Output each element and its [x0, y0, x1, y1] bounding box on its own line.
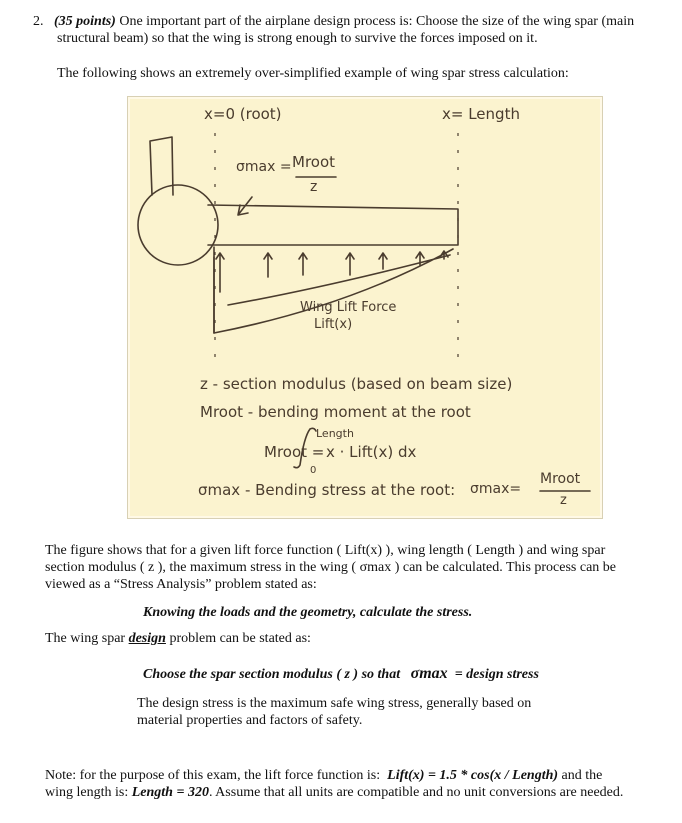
para1-line3: viewed as a “Stress Analysis” problem stated as:: [45, 577, 317, 592]
def-sigma-eq: σmax=: [470, 481, 522, 497]
para1-line2: section modulus ( z ), the maximum stress in the wing ( σmax ) can be calculated. This process can be: [45, 560, 617, 575]
def-sigma: σmax - Bending stress at the root:: [198, 481, 456, 499]
design-word: design: [128, 631, 166, 646]
m-root-eq: Mroot =: [264, 443, 325, 461]
integral-lower: 0: [310, 465, 317, 476]
lift-function: Lift(x) = 1.5 * cos(x / Length): [387, 768, 559, 783]
def-m: Mroot - bending moment at the root: [200, 403, 471, 421]
top-formula-denominator: z: [310, 179, 318, 195]
question-header: [33, 13, 663, 30]
design-statement: Choose the spar section modulus ( z ) so that σmax = design stress: [143, 665, 539, 682]
analysis-statement: Knowing the loads and the geometry, calculate the stress.: [143, 605, 473, 620]
note-line1: Note: for the purpose of this exam, the lift force function is: Lift(x) = 1.5 * cos(x / Length) and the: [45, 768, 603, 783]
lift-arrow: [346, 253, 354, 275]
lift-arrow: [299, 253, 307, 275]
design-note-line2: material properties and factors of safety.: [137, 713, 363, 728]
lift-label-1: Wing Lift Force: [300, 300, 397, 315]
note-line2: wing length is: Length = 320. Assume that all units are compatible and no unit conversions are needed.: [45, 785, 624, 800]
wing-spar-beam: [208, 205, 458, 245]
top-formula-numerator: Mroot: [292, 153, 336, 171]
sigma-symbol: σmax: [236, 159, 276, 175]
integral-upper: Length: [316, 427, 354, 440]
para1-line1: The figure shows that for a given lift force function ( Lift(x) ), wing length ( Length ) and wing spar: [45, 543, 606, 558]
question-number: 2.: [33, 14, 44, 29]
example-line: The following shows an extremely over-simplified example of wing spar stress calculation:: [57, 66, 569, 81]
bottom-frac-den: z: [560, 493, 567, 508]
question-intro: One important part of the airplane design process is: Choose the size of the wing spar (main: [119, 14, 635, 29]
top-formula-sigma: σmax =: [236, 159, 292, 175]
question-points: (35 points): [54, 14, 116, 29]
bottom-frac-num: Mroot: [540, 471, 581, 487]
integral-expr: x · Lift(x) dx: [326, 443, 417, 461]
wing-spar-figure: [127, 96, 603, 519]
x0-label: x=0 (root): [204, 105, 282, 123]
question-intro-cont: structural beam) so that the wing is strong enough to survive the forces imposed on it.: [57, 31, 538, 46]
design-note-line1: The design stress is the maximum safe wing stress, generally based on: [137, 696, 532, 711]
lift-arrow: [216, 253, 224, 292]
def-z: z - section modulus (based on beam size): [200, 375, 513, 393]
lift-label-2: Lift(x): [314, 317, 353, 332]
length-value: Length = 320: [131, 785, 209, 800]
lift-arrow: [379, 253, 387, 269]
xlength-label: x= Length: [442, 105, 520, 123]
fuselage-circle: [138, 185, 218, 265]
sigma-max-symbol: σmax: [410, 665, 448, 682]
lift-arrow: [264, 253, 272, 277]
design-line: The wing spar design problem can be stated as:: [45, 631, 311, 646]
